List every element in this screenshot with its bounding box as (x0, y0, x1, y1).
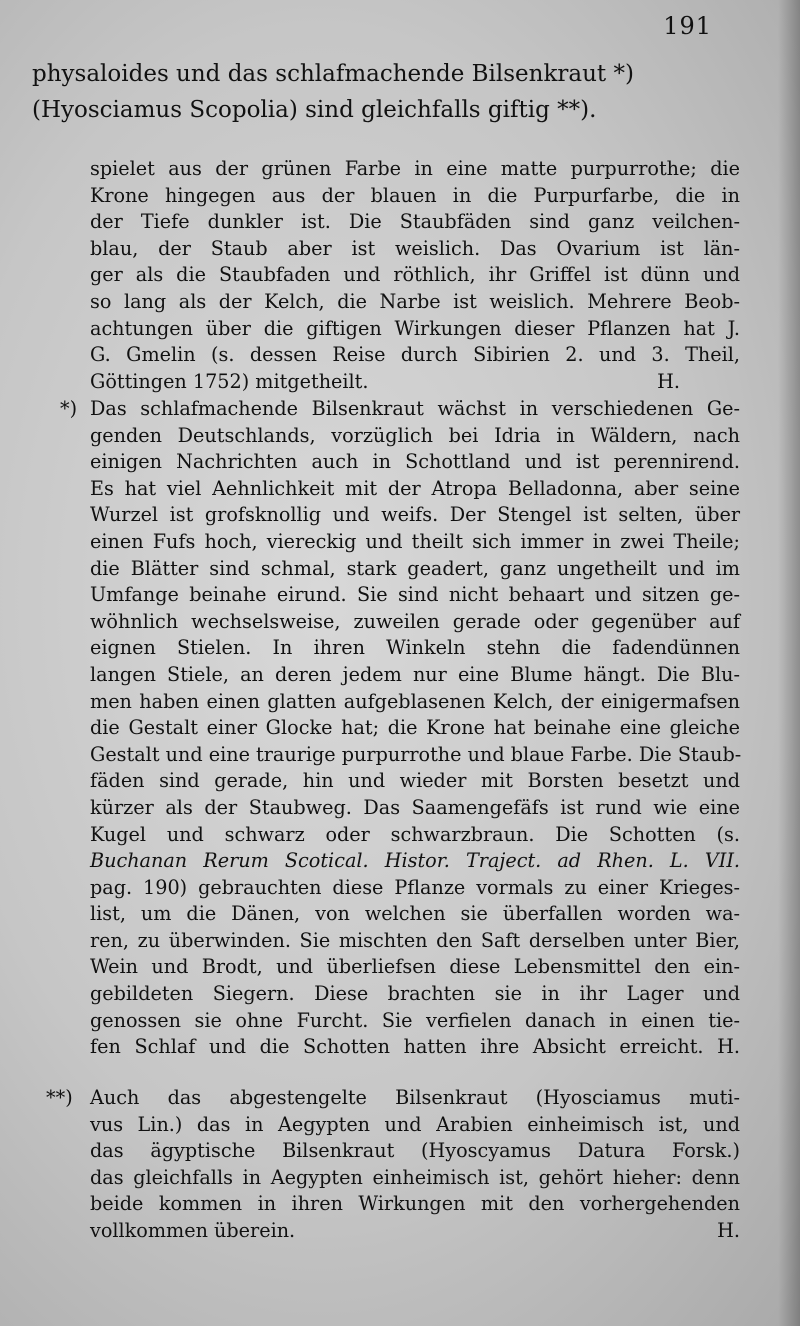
text-line: G. Gmelin (s. dessen Reise durch Sibirien 2. und 3. Theil, (90, 343, 740, 367)
text-line: vus Lin.) das in Aegypten und Arabien einheimisch ist, und (90, 1112, 740, 1136)
text-line: ren, zu überwinden. Sie mischten den Saft derselben unter Bier, (90, 928, 740, 952)
text-line: Umfange beinahe eirund. Sie sind nicht behaart und sitzen ge- (90, 583, 740, 607)
text-line: Buchanan Rerum Scotical. Histor. Traject. ad Rhen. L. VII. (90, 849, 740, 873)
text-line: einigen Nachrichten auch in Schottland und ist perennirend. (90, 450, 740, 474)
text-line: eignen Stielen. In ihren Winkeln stehn die fadendünnen (90, 636, 740, 660)
text-line: pag. 190) gebrauchten diese Pflanze vormals zu einer Krieges- (90, 875, 740, 899)
text-line: Auch das abgestengelte Bilsenkraut (Hyosciamus muti- (90, 1086, 740, 1109)
text-line: die Blätter sind schmal, stark geadert, ganz ungetheilt und im (90, 556, 740, 580)
author-signature: H. (657, 369, 680, 393)
text-line: Es hat viel Aehnlichkeit mit der Atropa Belladonna, aber seine (90, 476, 740, 500)
text-line: gebildeten Siegern. Diese brachten sie in ihr Lager und (90, 982, 740, 1006)
footnote-1 (60, 396, 742, 1061)
author-signature: H. (717, 1218, 740, 1242)
text-line: list, um die Dänen, von welchen sie überfallen worden wa- (90, 902, 740, 926)
text-line: fen Schlaf und die Schotten hatten ihre Absicht erreicht. H. (90, 1035, 740, 1059)
text-line: spielet aus der grünen Farbe in eine matte purpurrothe; die (90, 157, 740, 180)
text-line: ger als die Staubfaden und röthlich, ihr Griffel ist dünn und (90, 263, 740, 287)
text-line: das ägyptische Bilsenkraut (Hyoscyamus Datura Forsk.) (90, 1139, 740, 1163)
footnote-marker: **) (46, 1086, 73, 1109)
heading-line: (Hyosciamus Scopolia) sind gleichfalls giftig **). (32, 97, 597, 123)
text-line: so lang als der Kelch, die Narbe ist weislich. Mehrere Beob- (90, 289, 740, 313)
text-line: beide kommen in ihren Wirkungen mit den vorhergehenden (90, 1192, 740, 1216)
text-line-content: Göttingen 1752) mitgetheilt. (90, 369, 369, 393)
text-line: fäden sind gerade, hin und wieder mit Borsten besetzt und (90, 769, 740, 793)
text-line: Wurzel ist grofsknollig und weifs. Der Stengel ist selten, über (90, 503, 740, 527)
text-line: Das schlafmachende Bilsenkraut wächst in verschiedenen Ge- (90, 397, 740, 420)
text-line: Krone hingegen aus der blauen in die Purpurfarbe, die in (90, 183, 740, 207)
text-line-content: vollkommen überein. (90, 1218, 296, 1242)
text-line: kürzer als der Staubweg. Das Saamengefäfs ist rund wie eine (90, 795, 740, 819)
text-line: der Tiefe dunkler ist. Die Staubfäden sind ganz veilchen- (90, 210, 740, 234)
text-line: Gestalt und eine traurige purpurrothe und blaue Farbe. Die Staub- (90, 742, 742, 766)
text-line: Wein und Brodt, und überliefsen diese Lebensmittel den ein- (90, 955, 740, 979)
text-line: langen Stiele, an deren jedem nur eine Blume hängt. Die Blu- (90, 662, 740, 686)
text-line (90, 1218, 740, 1245)
text-line: wöhnlich wechselsweise, zuweilen gerade oder gegenüber auf (90, 609, 740, 633)
page-edge-shadow (778, 0, 800, 1326)
heading-line: physaloides und das schlafmachende Bilsenkraut *) (32, 61, 634, 87)
text-line: einen Fufs hoch, viereckig und theilt sich immer in zwei Theile; (90, 529, 740, 553)
text-line: Kugel und schwarz oder schwarzbraun. Die Schotten (s. (90, 822, 740, 846)
text-line (90, 369, 740, 396)
continued-paragraph (90, 156, 740, 395)
text-line: blau, der Staub aber ist weislich. Das Ovarium ist län- (90, 236, 740, 260)
page-number: 191 (663, 12, 712, 40)
text-line: genossen sie ohne Furcht. Sie verfielen danach in einen tie- (90, 1008, 740, 1032)
heading (32, 56, 772, 128)
text-line: achtungen über die giftigen Wirkungen dieser Pflanzen hat J. (90, 316, 740, 340)
footnote-marker: *) (60, 397, 78, 420)
text-line: das gleichfalls in Aegypten einheimisch ist, gehört hieher: denn (90, 1165, 740, 1189)
text-line: die Gestalt einer Glocke hat; die Krone hat beinahe eine gleiche (90, 716, 740, 740)
text-line: genden Deutschlands, vorzüglich bei Idria in Wäldern, nach (90, 423, 740, 447)
text-line: men haben einen glatten aufgeblasenen Kelch, der einigermafsen (90, 689, 740, 713)
footnote-2 (46, 1085, 740, 1245)
